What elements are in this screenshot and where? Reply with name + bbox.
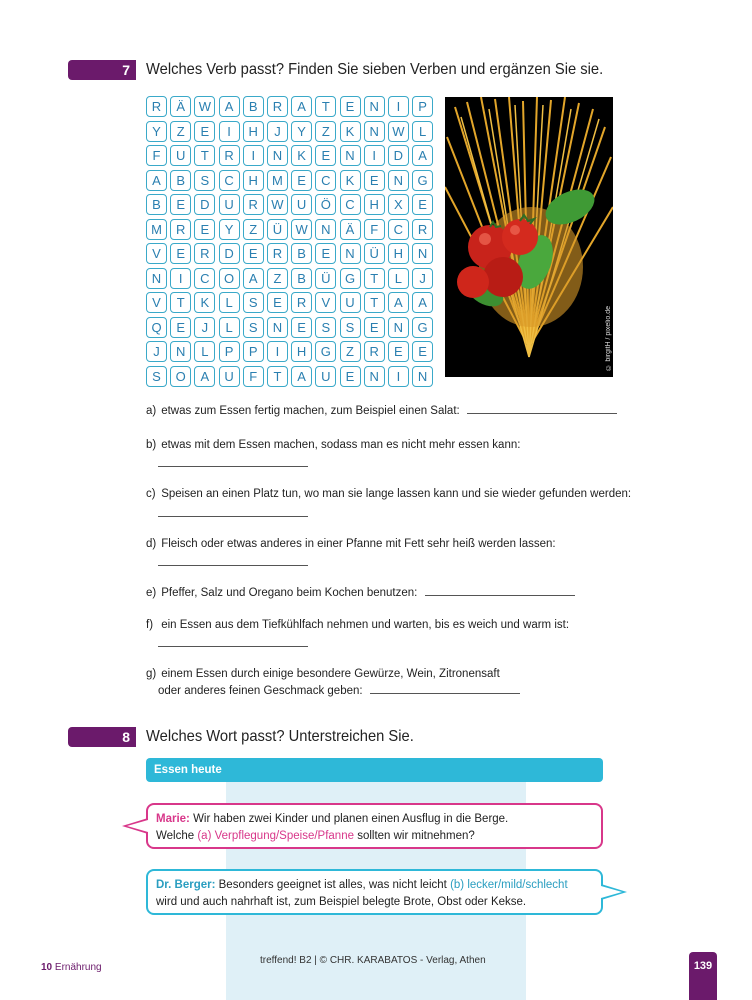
dialogue-text: Welche — [156, 830, 195, 842]
dialogue-text: sollten wir mitnehmen? — [357, 830, 475, 842]
grid-cell[interactable]: I — [170, 268, 191, 289]
grid-cell[interactable]: A — [291, 96, 312, 117]
question-text: Speisen an einen Platz tun, wo man sie lange lassen kann und sie wieder gefunden werden: — [161, 488, 632, 500]
grid-cell[interactable]: W — [194, 96, 215, 117]
grid-cell[interactable]: C — [388, 219, 409, 240]
question-f — [146, 617, 569, 633]
grid-cell[interactable]: H — [243, 170, 264, 191]
question-a — [146, 403, 617, 419]
exercise-7-header — [68, 60, 643, 80]
grid-cell[interactable]: Z — [315, 121, 336, 142]
grid-cell[interactable]: N — [364, 121, 385, 142]
grid-cell[interactable]: R — [146, 96, 167, 117]
exercise-title: Welches Verb passt? Finden Sie sieben Verben und ergänzen Sie sie. — [146, 61, 604, 78]
grid-cell[interactable]: Z — [267, 268, 288, 289]
question-label: g) — [146, 668, 157, 680]
grid-cell[interactable]: Y — [219, 219, 240, 240]
grid-cell[interactable]: E — [340, 366, 361, 387]
grid-cell[interactable]: R — [412, 219, 433, 240]
grid-cell[interactable]: E — [364, 317, 385, 338]
grid-cell[interactable]: A — [219, 96, 240, 117]
grid-cell[interactable]: S — [315, 317, 336, 338]
grid-cell[interactable]: Ü — [267, 219, 288, 240]
grid-cell[interactable]: A — [412, 145, 433, 166]
pasta-illustration — [445, 97, 613, 377]
grid-cell[interactable]: T — [315, 96, 336, 117]
grid-cell[interactable]: E — [315, 243, 336, 264]
question-g — [146, 666, 500, 682]
grid-cell[interactable]: Ä — [170, 96, 191, 117]
grid-cell[interactable]: E — [243, 243, 264, 264]
grid-cell[interactable]: Z — [170, 121, 191, 142]
grid-cell[interactable]: C — [194, 268, 215, 289]
grid-cell[interactable]: N — [315, 219, 336, 240]
question-text: etwas mit dem Essen machen, sodass man es nicht mehr essen kann: — [161, 439, 521, 451]
grid-cell[interactable]: A — [291, 366, 312, 387]
answer-blank[interactable] — [158, 646, 308, 647]
grid-cell[interactable]: K — [291, 145, 312, 166]
grid-cell[interactable]: L — [412, 121, 433, 142]
grid-cell[interactable]: O — [219, 268, 240, 289]
grid-cell[interactable]: W — [388, 121, 409, 142]
grid-cell[interactable]: H — [291, 341, 312, 362]
question-label: b) — [146, 439, 157, 451]
grid-cell[interactable]: E — [291, 317, 312, 338]
grid-cell[interactable]: A — [243, 268, 264, 289]
grid-cell[interactable]: S — [340, 317, 361, 338]
dialogue-text: Wir haben zwei Kinder und planen einen Ausflug in die Berge. — [193, 813, 509, 825]
question-label: e) — [146, 587, 157, 599]
question-text: Pfeffer, Salz und Oregano beim Kochen benutzen: — [161, 587, 418, 599]
chapter-label — [41, 962, 102, 973]
grid-cell[interactable]: R — [170, 219, 191, 240]
grid-cell[interactable]: E — [170, 194, 191, 215]
grid-cell[interactable]: E — [291, 170, 312, 191]
dialogue-text: wird und auch nahrhaft ist, zum Beispiel belegte Brote, Obst oder Kekse. — [156, 896, 527, 908]
grid-cell[interactable]: N — [340, 243, 361, 264]
answer-blank[interactable] — [158, 565, 308, 566]
question-text: einem Essen durch einige besondere Gewürze, Wein, Zitronensaft — [161, 668, 500, 680]
question-label: c) — [146, 488, 156, 500]
grid-cell[interactable]: N — [146, 268, 167, 289]
question-label: a) — [146, 405, 157, 417]
grid-cell[interactable]: M — [267, 170, 288, 191]
grid-cell[interactable]: H — [388, 243, 409, 264]
grid-cell[interactable]: E — [364, 170, 385, 191]
section-header: Essen heute — [146, 758, 603, 782]
grid-cell[interactable]: C — [340, 194, 361, 215]
grid-cell[interactable]: I — [243, 145, 264, 166]
grid-cell[interactable]: H — [364, 194, 385, 215]
speaker-name: Dr. Berger: — [156, 879, 216, 891]
exercise-number: 7 — [68, 60, 136, 80]
answer-blank[interactable] — [370, 683, 520, 694]
grid-cell[interactable]: A — [388, 292, 409, 313]
question-text: etwas zum Essen fertig machen, zum Beispiel einen Salat: — [161, 405, 460, 417]
answer-blank[interactable] — [467, 403, 617, 414]
question-text: oder anderes feinen Geschmack geben: — [158, 685, 363, 697]
grid-cell[interactable]: E — [194, 219, 215, 240]
grid-cell[interactable]: Q — [146, 317, 167, 338]
grid-cell[interactable]: R — [194, 243, 215, 264]
grid-cell[interactable]: H — [243, 121, 264, 142]
question-label: f) — [146, 619, 154, 631]
grid-cell[interactable]: A — [146, 170, 167, 191]
grid-cell[interactable]: V — [146, 292, 167, 313]
grid-cell[interactable]: T — [364, 268, 385, 289]
question-d — [146, 536, 556, 552]
grid-cell[interactable]: U — [291, 194, 312, 215]
question-text: Fleisch oder etwas anderes in einer Pfanne mit Fett sehr heiß werden lassen: — [161, 538, 556, 550]
dialogue-text: Besonders geeignet ist alles, was nicht leicht — [218, 879, 447, 891]
grid-cell[interactable]: P — [219, 341, 240, 362]
grid-cell[interactable]: N — [388, 317, 409, 338]
grid-cell[interactable]: Ö — [315, 194, 336, 215]
grid-cell[interactable]: N — [364, 366, 385, 387]
grid-cell[interactable]: A — [194, 366, 215, 387]
grid-cell[interactable]: I — [388, 96, 409, 117]
grid-cell[interactable]: F — [243, 366, 264, 387]
exercise-number: 8 — [68, 727, 136, 747]
question-label: d) — [146, 538, 157, 550]
grid-cell[interactable]: L — [388, 268, 409, 289]
grid-cell[interactable]: R — [364, 341, 385, 362]
grid-cell[interactable]: B — [243, 96, 264, 117]
grid-cell[interactable]: G — [412, 317, 433, 338]
speaker-name: Marie: — [156, 813, 190, 825]
grid-cell[interactable]: R — [291, 292, 312, 313]
grid-cell[interactable]: Ä — [340, 219, 361, 240]
grid-cell[interactable]: U — [219, 366, 240, 387]
grid-cell[interactable]: D — [194, 194, 215, 215]
grid-cell[interactable]: D — [219, 243, 240, 264]
word-search-grid — [146, 96, 433, 387]
answer-blank[interactable] — [158, 466, 308, 467]
grid-cell[interactable]: R — [267, 243, 288, 264]
grid-cell[interactable]: G — [340, 268, 361, 289]
grid-cell[interactable]: G — [412, 170, 433, 191]
grid-cell[interactable]: S — [194, 170, 215, 191]
grid-cell[interactable]: I — [388, 366, 409, 387]
grid-cell[interactable]: M — [146, 219, 167, 240]
chapter-number: 10 — [41, 962, 53, 973]
grid-cell[interactable]: N — [364, 96, 385, 117]
grid-cell[interactable]: J — [267, 121, 288, 142]
grid-cell[interactable]: N — [267, 317, 288, 338]
grid-cell[interactable]: R — [243, 194, 264, 215]
grid-cell[interactable]: S — [243, 317, 264, 338]
grid-cell[interactable]: U — [219, 194, 240, 215]
grid-cell[interactable]: X — [388, 194, 409, 215]
grid-cell[interactable]: J — [146, 341, 167, 362]
grid-cell[interactable]: E — [267, 292, 288, 313]
photo-credit: © birgitH / pixelio.de — [605, 306, 612, 371]
grid-cell[interactable]: T — [194, 145, 215, 166]
grid-cell[interactable]: K — [194, 292, 215, 313]
grid-cell[interactable]: E — [340, 96, 361, 117]
grid-cell[interactable]: C — [315, 170, 336, 191]
grid-cell[interactable]: B — [291, 243, 312, 264]
grid-cell[interactable]: D — [388, 145, 409, 166]
exercise-8-header — [68, 727, 437, 747]
grid-cell[interactable]: L — [194, 341, 215, 362]
grid-cell[interactable]: N — [170, 341, 191, 362]
grid-cell[interactable]: L — [219, 292, 240, 313]
grid-cell[interactable]: U — [315, 366, 336, 387]
chapter-name: Ernährung — [54, 962, 102, 973]
grid-cell[interactable]: R — [267, 96, 288, 117]
page-number: 139 — [689, 952, 717, 1000]
question-c — [146, 486, 631, 502]
grid-cell[interactable]: I — [219, 121, 240, 142]
grid-cell[interactable]: Z — [340, 341, 361, 362]
grid-cell[interactable]: T — [170, 292, 191, 313]
grid-cell[interactable]: Y — [146, 121, 167, 142]
grid-cell[interactable]: A — [412, 292, 433, 313]
question-g-continued — [158, 683, 520, 699]
grid-cell[interactable]: E — [412, 341, 433, 362]
grid-cell[interactable]: N — [267, 145, 288, 166]
grid-cell[interactable]: E — [170, 243, 191, 264]
grid-cell[interactable]: C — [219, 170, 240, 191]
grid-cell[interactable]: I — [364, 145, 385, 166]
grid-cell[interactable]: V — [315, 292, 336, 313]
grid-cell[interactable]: N — [412, 243, 433, 264]
grid-cell[interactable]: V — [146, 243, 167, 264]
grid-cell[interactable]: F — [364, 219, 385, 240]
speech-bubble-berger — [146, 869, 603, 915]
grid-cell[interactable]: K — [340, 121, 361, 142]
bubble-tail-inner — [127, 820, 148, 832]
grid-cell[interactable]: S — [146, 366, 167, 387]
grid-cell[interactable]: Y — [291, 121, 312, 142]
grid-cell[interactable]: W — [267, 194, 288, 215]
copyright-notice: treffend! B2 | © CHR. KARABATOS - Verlag, Athen — [260, 955, 486, 966]
grid-cell[interactable]: N — [388, 170, 409, 191]
grid-cell[interactable]: K — [340, 170, 361, 191]
grid-cell[interactable]: B — [170, 170, 191, 191]
grid-cell[interactable]: W — [291, 219, 312, 240]
grid-cell[interactable]: U — [340, 292, 361, 313]
exercise-title: Welches Wort passt? Unterstreichen Sie. — [146, 728, 414, 745]
grid-cell[interactable]: I — [267, 341, 288, 362]
grid-cell[interactable]: B — [291, 268, 312, 289]
answer-blank[interactable] — [158, 516, 308, 517]
answer-options-b[interactable]: (b) lecker/mild/schlecht — [450, 879, 568, 891]
speech-bubble-marie — [146, 803, 603, 849]
grid-cell[interactable]: G — [315, 341, 336, 362]
grid-cell[interactable]: N — [412, 366, 433, 387]
grid-cell[interactable]: P — [243, 341, 264, 362]
grid-cell[interactable]: N — [340, 145, 361, 166]
grid-cell[interactable]: P — [412, 96, 433, 117]
pasta-tomato-photo — [445, 97, 613, 377]
question-e — [146, 585, 575, 601]
grid-cell[interactable]: S — [243, 292, 264, 313]
grid-cell[interactable]: E — [170, 317, 191, 338]
grid-cell[interactable]: O — [170, 366, 191, 387]
grid-cell[interactable]: Ü — [364, 243, 385, 264]
grid-cell[interactable]: E — [315, 145, 336, 166]
grid-cell[interactable]: E — [412, 194, 433, 215]
grid-cell[interactable]: T — [267, 366, 288, 387]
grid-cell[interactable]: L — [219, 317, 240, 338]
question-b — [146, 437, 520, 453]
grid-cell[interactable]: J — [194, 317, 215, 338]
grid-cell[interactable]: U — [170, 145, 191, 166]
grid-cell[interactable]: E — [194, 121, 215, 142]
bubble-tail-inner — [601, 886, 622, 898]
question-text: ein Essen aus dem Tiefkühlfach nehmen und warten, bis es weich und warm ist: — [161, 619, 570, 631]
grid-cell[interactable]: F — [146, 145, 167, 166]
grid-cell[interactable]: T — [364, 292, 385, 313]
grid-cell[interactable]: Z — [243, 219, 264, 240]
grid-cell[interactable]: J — [412, 268, 433, 289]
grid-cell[interactable]: B — [146, 194, 167, 215]
answer-options-a[interactable]: (a) Verpflegung/Speise/Pfanne — [197, 830, 354, 842]
grid-cell[interactable]: Ü — [315, 268, 336, 289]
grid-cell[interactable]: R — [219, 145, 240, 166]
answer-blank[interactable] — [425, 585, 575, 596]
grid-cell[interactable]: E — [388, 341, 409, 362]
